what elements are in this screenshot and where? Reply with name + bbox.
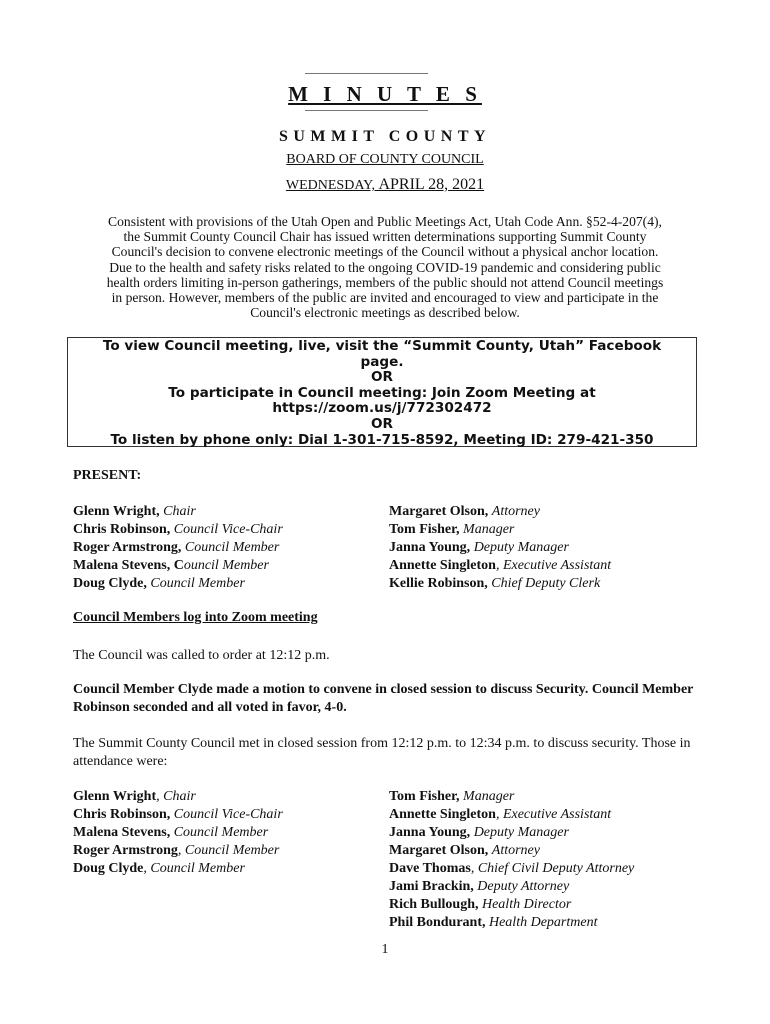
present-member: Malena Stevens, Council Member	[73, 558, 269, 573]
present-staff: Kellie Robinson, Chief Deputy Clerk	[389, 576, 601, 591]
present-staff: Annette Singleton, Executive Assistant	[389, 558, 612, 573]
present-staff: Janna Young, Deputy Manager	[389, 540, 569, 555]
attendee: Jami Brackin, Deputy Attorney	[389, 879, 570, 894]
header-rule-bottom	[305, 110, 428, 111]
facebook-notice: To view Council meeting, live, visit the “Summit County, Utah” Facebook page.	[102, 338, 662, 370]
meeting-date	[0, 176, 770, 194]
board-name: BOARD OF COUNTY COUNCIL	[286, 152, 484, 167]
present-staff: Tom Fisher, Manager	[389, 522, 515, 537]
attendee: Janna Young, Deputy Manager	[389, 825, 569, 840]
intro-line: Council's decision to convene electronic meetings of the Council without a physical anchor location.	[111, 244, 659, 260]
present-staff: Margaret Olson, Attorney	[389, 504, 540, 519]
present-list-left	[73, 503, 283, 593]
attendee: Dave Thomas, Chief Civil Deputy Attorney	[389, 861, 635, 876]
present-label: PRESENT:	[73, 468, 142, 483]
document-title: M I N U T E S	[288, 82, 482, 106]
attendee: Malena Stevens, Council Member	[73, 825, 269, 840]
intro-line: Council's electronic meetings as described below.	[250, 305, 520, 321]
attendee: Rich Bullough, Health Director	[389, 897, 572, 912]
page-number: 1	[381, 942, 389, 957]
present-member: Glenn Wright, Chair	[73, 504, 196, 519]
present-member: Doug Clyde, Council Member	[73, 576, 245, 591]
attendee: Doug Clyde, Council Member	[73, 861, 245, 876]
attendee: Tom Fisher, Manager	[389, 789, 515, 804]
zoom-section-heading: Council Members log into Zoom meeting	[73, 610, 318, 625]
zoom-link[interactable]: https://zoom.us/j/772302472	[272, 400, 492, 417]
or-separator: OR	[370, 415, 394, 432]
attendee: Phil Bondurant, Health Department	[389, 915, 598, 930]
attendance-list-right	[389, 788, 634, 932]
attendee: Margaret Olson, Attorney	[389, 843, 540, 858]
intro-line: Due to the health and safety risks related to the ongoing COVID-19 pandemic and considering public	[109, 259, 661, 275]
zoom-notice: To participate in Council meeting: Join Zoom Meeting at	[168, 384, 596, 401]
phone-notice: To listen by phone only: Dial 1-301-715-8592, Meeting ID: 279-421-350	[110, 431, 654, 448]
intro-line: in person. However, members of the public are invited and encouraged to view and participate in the	[111, 290, 659, 306]
intro-paragraph	[70, 214, 700, 320]
present-member: Roger Armstrong, Council Member	[73, 540, 280, 555]
header-rule-top	[305, 73, 428, 74]
attendee: Glenn Wright, Chair	[73, 789, 196, 804]
closed-session-text: The Summit County Council met in closed session from 12:12 p.m. to 12:34 p.m. to discuss security. Those in attendance were:	[73, 736, 691, 769]
attendee: Annette Singleton, Executive Assistant	[389, 807, 612, 822]
meeting-access-box	[67, 337, 697, 447]
meeting-weekday: WEDNESDAY,	[285, 178, 375, 193]
call-to-order-text: The Council was called to order at 12:12 p.m.	[73, 648, 330, 663]
intro-line: the Summit County Council Chair has issued written determinations supporting Summit County	[123, 229, 647, 245]
or-separator: OR	[370, 369, 394, 386]
intro-line: Consistent with provisions of the Utah Open and Public Meetings Act, Utah Code Ann. §52-4-207(4),	[108, 214, 662, 229]
intro-line: health orders limiting in-person gatherings, members of the public should not attend Council meetings	[106, 274, 664, 290]
present-member: Chris Robinson, Council Vice-Chair	[73, 522, 283, 537]
attendee: Chris Robinson, Council Vice-Chair	[73, 807, 283, 822]
county-name: SUMMIT COUNTY	[278, 128, 492, 145]
meeting-date-main: APRIL 28, 2021	[378, 176, 485, 193]
motion-text: Council Member Clyde made a motion to convene in closed session to discuss Security. Council Member Robinson seconded and all voted in favor, 4-0.	[73, 682, 694, 715]
present-list-right	[389, 503, 611, 593]
attendee: Roger Armstrong, Council Member	[73, 843, 280, 858]
attendance-list-left	[73, 788, 283, 878]
